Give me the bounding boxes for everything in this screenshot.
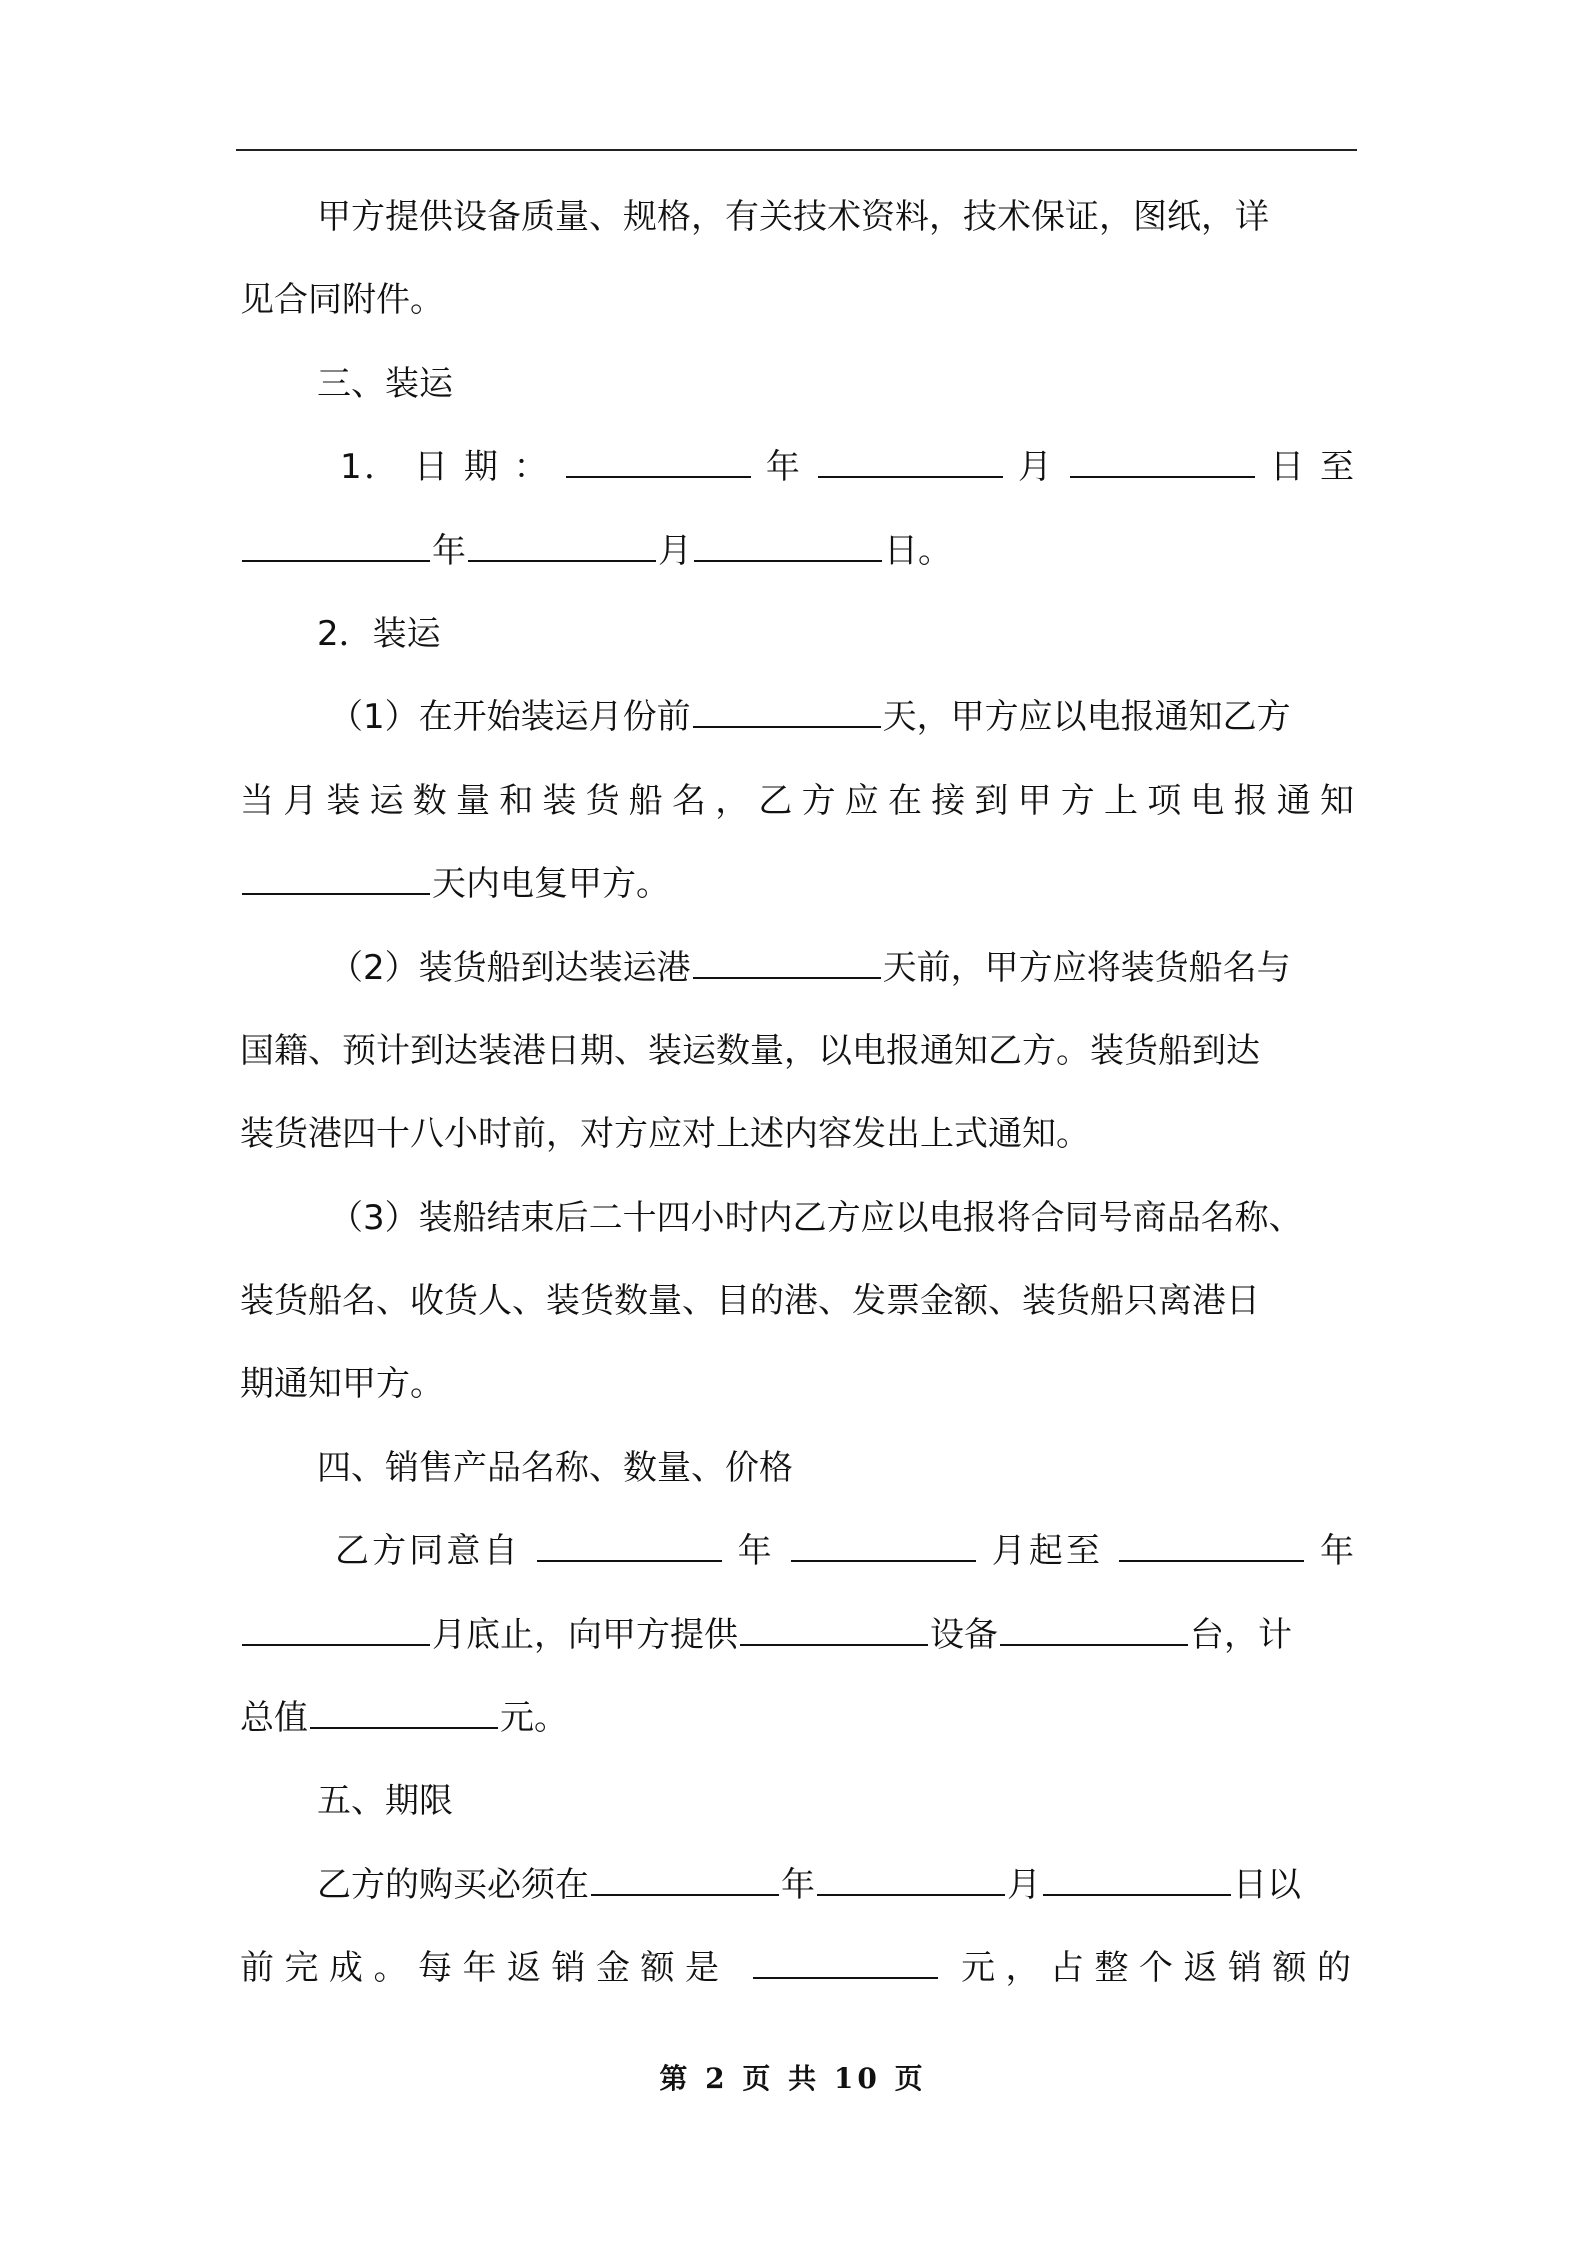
- paragraph-line: [240, 947, 1354, 989]
- blank-field: [242, 865, 430, 895]
- blank-field: [693, 949, 881, 979]
- paragraph-line: [240, 1280, 1354, 1322]
- text: 月: [1007, 1864, 1041, 1905]
- paragraph-line: [240, 1363, 1354, 1405]
- page-footer: 第 2 页 共 10 页: [659, 2062, 927, 2095]
- paragraph-line: [240, 1030, 1354, 1072]
- blank-field: [537, 1532, 722, 1562]
- text: 总值: [240, 1698, 308, 1739]
- paragraph-line: [240, 1113, 1354, 1155]
- text: 乙方同意自: [335, 1531, 521, 1572]
- text: 1． 日 期 ：: [340, 447, 551, 488]
- text: 国籍、预计到达装港日期、装运数量，以电报通知乙方。装货船到达: [240, 1030, 1260, 1071]
- blank-field: [1043, 1866, 1231, 1896]
- date-line: [240, 446, 1354, 488]
- paragraph-line: [240, 1530, 1354, 1572]
- paragraph-line: [240, 1614, 1354, 1656]
- blank-field: [591, 1866, 779, 1896]
- blank-field: [310, 1699, 498, 1729]
- text: （1）在开始装运月份前: [329, 697, 691, 738]
- paragraph-line: [240, 780, 1354, 822]
- text: 五、期限: [317, 1781, 453, 1822]
- text: 日以: [1233, 1864, 1301, 1905]
- text: 年: [737, 1531, 775, 1572]
- text: 2．装运: [317, 613, 441, 654]
- blank-field: [1119, 1532, 1304, 1562]
- blank-field: [566, 448, 751, 478]
- text: 见合同附件。: [240, 280, 444, 321]
- blank-field: [753, 1949, 938, 1979]
- text: 年: [781, 1864, 815, 1905]
- text: 甲方提供设备质量、规格，有关技术资料，技术保证，图纸，详: [317, 197, 1269, 237]
- paragraph-line: [240, 696, 1354, 738]
- text: 月: [1018, 447, 1055, 488]
- subsection-heading: [240, 613, 1354, 655]
- text: 年: [432, 530, 466, 571]
- blank-field: [818, 448, 1003, 478]
- blank-field: [1070, 448, 1255, 478]
- text: 台，计: [1190, 1614, 1292, 1655]
- text: 元，占整个返销额的: [961, 1948, 1355, 1989]
- text: 乙方的购买必须在: [317, 1864, 589, 1905]
- section-heading: [240, 1447, 1354, 1489]
- blank-field: [242, 532, 430, 562]
- text: 天内电复甲方。: [432, 864, 670, 905]
- text: 三、装运: [317, 363, 453, 404]
- paragraph-line: [240, 279, 1354, 321]
- text: 前完成。每年返销金额是: [240, 1948, 730, 1989]
- blank-field: [740, 1616, 928, 1646]
- text: 月: [658, 530, 692, 571]
- text: 月底止，向甲方提供: [432, 1614, 738, 1655]
- blank-field: [1000, 1616, 1188, 1646]
- text: 年: [765, 447, 803, 488]
- blank-field: [817, 1866, 1005, 1896]
- text: 天前，甲方应将装货船名与: [882, 947, 1291, 988]
- text: 日 至: [1270, 447, 1355, 488]
- document-body: [240, 196, 1354, 2031]
- paragraph-line: [240, 863, 1354, 905]
- paragraph-line: [240, 1197, 1354, 1239]
- text: 天，甲方应以电报通知乙方: [882, 697, 1291, 738]
- text: 装货船名、收货人、装货数量、目的港、发票金额、装货船只离港日: [240, 1281, 1260, 1322]
- paragraph-line: [240, 1864, 1354, 1906]
- date-line: [240, 530, 1354, 572]
- blank-field: [694, 532, 882, 562]
- paragraph-line: [240, 1947, 1354, 1989]
- blank-field: [242, 1616, 430, 1646]
- blank-field: [468, 532, 656, 562]
- section-heading: [240, 1780, 1354, 1822]
- header-rule: [236, 149, 1357, 151]
- paragraph-line: [240, 196, 1354, 238]
- text: 期通知甲方。: [240, 1364, 444, 1405]
- blank-field: [791, 1532, 976, 1562]
- text: 设备: [930, 1614, 998, 1655]
- text: 元。: [500, 1698, 568, 1739]
- text: 当月装运数量和装货船名，乙方应在接到甲方上项电报通知: [240, 780, 1354, 821]
- text: 四、销售产品名称、数量、价格: [317, 1447, 793, 1488]
- blank-field: [693, 698, 881, 728]
- paragraph-line: [240, 1697, 1354, 1739]
- text: 装货港四十八小时前，对方应对上述内容发出上式通知。: [240, 1114, 1090, 1155]
- section-heading: [240, 363, 1354, 405]
- text: （3）装船结束后二十四小时内乙方应以电报将合同号商品名称、: [329, 1197, 1303, 1238]
- text: 年: [1320, 1531, 1355, 1572]
- text: 月起至: [991, 1531, 1104, 1572]
- text: （2）装货船到达装运港: [329, 947, 691, 988]
- text: 日。: [884, 530, 952, 571]
